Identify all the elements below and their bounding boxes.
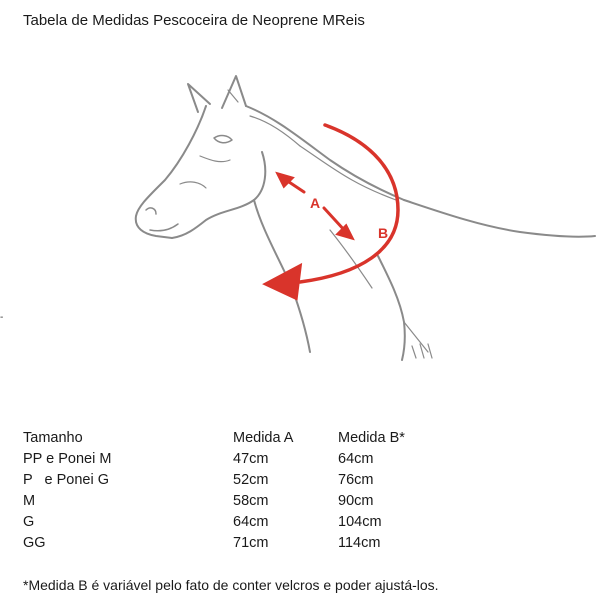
size-name: GG <box>23 534 46 551</box>
size-name: PP e Ponei M <box>23 450 112 467</box>
stray-mark: - <box>0 312 4 323</box>
table-row <box>23 511 458 532</box>
table-header-row <box>23 427 458 448</box>
header-tamanho: Tamanho <box>23 429 83 446</box>
label-b: B <box>378 225 389 241</box>
measure-a: 52cm <box>233 471 269 488</box>
footnote: *Medida B é variável pelo fato de conter velcros e poder ajustá-los. <box>23 577 439 593</box>
measurement-b-arrow <box>266 125 398 298</box>
size-table <box>23 427 458 553</box>
horse-neck-illustration <box>0 60 600 380</box>
measure-a: 47cm <box>233 450 269 467</box>
measure-a: 64cm <box>233 513 269 530</box>
table-row <box>23 448 458 469</box>
measure-a: 71cm <box>233 534 269 551</box>
page-title: Tabela de Medidas Pescoceira de Neoprene MReis <box>23 12 365 29</box>
measure-b: 76cm <box>338 471 374 488</box>
label-a: A <box>310 195 321 211</box>
measure-b: 90cm <box>338 492 374 509</box>
size-name: M <box>23 492 36 509</box>
measure-b: 104cm <box>338 513 382 530</box>
header-medida-a: Medida A <box>233 429 294 446</box>
measure-b: 64cm <box>338 450 374 467</box>
table-row <box>23 532 458 553</box>
table-row <box>23 490 458 511</box>
measure-b: 114cm <box>338 534 381 551</box>
size-name: P e Ponei G <box>23 471 109 488</box>
measure-a: 58cm <box>233 492 269 509</box>
size-name: G <box>23 513 35 530</box>
horse-head-sketch <box>136 76 595 360</box>
table-row <box>23 469 458 490</box>
header-medida-b: Medida B* <box>338 429 405 446</box>
